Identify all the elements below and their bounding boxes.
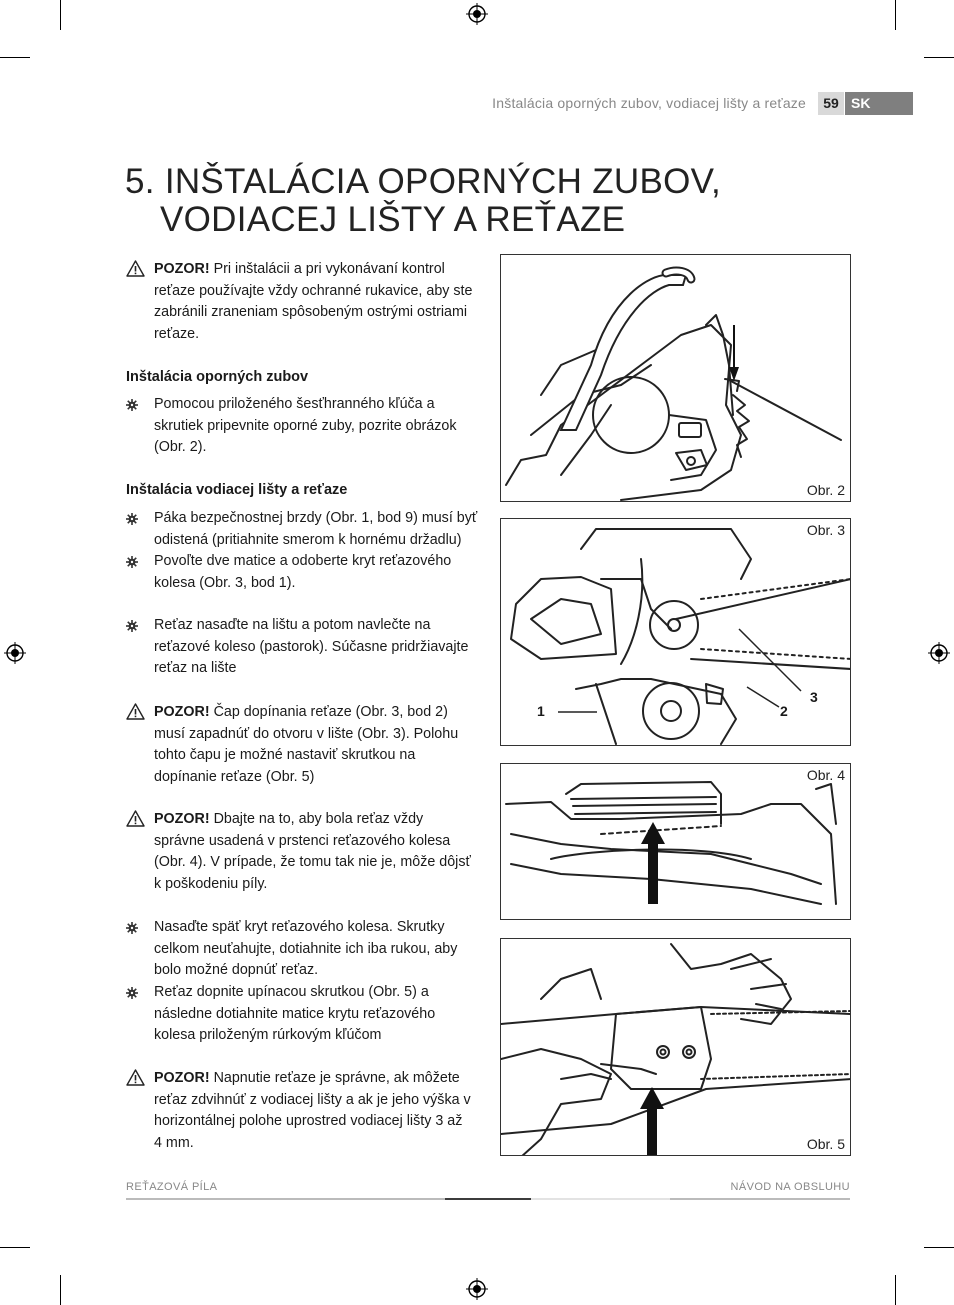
list-item: Nasaďte späť kryt reťazového kolesa. Skrutky celkom neuťahujte, dotiahnite ich iba rukou, aby bolo možné dopnúť reťaz. [154,919,458,978]
warning-paragraph [154,1068,474,1154]
warning-text: Napnutie reťaze je správne, ak môžete reťaz zdvihnúť z vodiacej lišty a ak je jeho výška v horizontálnej polohe uprostred vodiacej lišty 3 až 4 mm. [154,1070,471,1151]
footer-right: NÁVOD NA OBSLUHU [730,1181,850,1193]
crop-mark [895,0,896,30]
warning-paragraph [154,259,484,345]
saw-engine-illustration [501,255,851,502]
list-item: Reťaz dopnite upínacou skrutkou (Obr. 5) a následne dotiahnite matice krytu reťazového kolesa priloženým rúrkovým kľúčom [154,984,436,1043]
gear-bullet-icon [126,987,138,999]
section-heading: Inštalácia vodiacej lišty a reťaze [126,482,348,498]
warning-text: Čap dopínania reťaze (Obr. 3, bod 2) musí zapadnúť do otvoru v lište (Obr. 3). Polohu tohto čapu je možné nastaviť skrutkou na dopínanie reťaze (Obr. 5) [154,704,459,785]
crop-mark [60,0,61,30]
crop-mark [924,57,954,58]
warning-label: POZOR! [154,261,210,277]
figure-caption: Obr. 4 [806,767,845,783]
callout-2: 2 [780,703,788,719]
list-item: Páka bezpečnostnej brzdy (Obr. 1, bod 9) musí byť odistená (pritiahnite smerom k hornému držadlu) [154,510,478,548]
warning-paragraph [154,809,474,895]
crop-mark [0,1247,30,1248]
title-line-1: 5. INŠTALÁCIA OPORNÝCH ZUBOV, [125,162,722,201]
warning-triangle-icon [126,810,145,827]
callout-1: 1 [537,703,545,719]
crop-mark [60,1275,61,1305]
footer-rule [126,1198,445,1200]
figure-caption: Obr. 3 [806,522,845,538]
gear-bullet-icon [126,399,138,411]
warning-label: POZOR! [154,811,210,827]
figure-caption: Obr. 2 [806,482,845,498]
registration-mark-icon [4,642,26,664]
sprocket-ring-illustration [501,764,851,920]
registration-mark-icon [928,642,950,664]
warning-triangle-icon [126,260,145,277]
section-heading: Inštalácia oporných zubov [126,369,309,385]
gear-bullet-icon [126,620,138,632]
footer-left: REŤAZOVÁ PÍLA [126,1181,218,1193]
registration-mark-icon [466,3,488,25]
figure-4 [500,763,851,920]
footer-rule [445,1198,531,1200]
list-item: Povoľte dve matice a odoberte kryt reťazového kolesa (Obr. 3, bod 1). [154,553,452,591]
page-number: 59 [818,92,844,115]
list-item: Pomocou priloženého šesťhranného kľúča a skrutiek pripevnite oporné zuby, pozrite obrázok (Obr. 2). [154,396,457,455]
figure-5 [500,938,851,1156]
list-item: Reťaz nasaďte na lištu a potom navlečte na reťazové koleso (pastorok). Súčasne pridržiavajte reťaz na lište [154,617,469,676]
title-line-2: VODIACEJ LIŠTY A REŤAZE [160,200,626,239]
warning-text: Dbajte na to, aby bola reťaz vždy správne usadená v prstenci reťazového kolesa (Obr. 4). V prípade, že tomu tak nie je, môže dôjsť k poškodeniu píly. [154,811,471,892]
saw-bar-chain-illustration [501,519,851,746]
crop-mark [0,57,30,58]
language-tab: SK [845,92,913,115]
registration-mark-icon [466,1278,488,1300]
gear-bullet-icon [126,513,138,525]
gear-bullet-icon [126,556,138,568]
footer-rule [531,1198,670,1200]
figure-3 [500,518,851,746]
chain-tension-illustration [501,939,851,1156]
warning-triangle-icon [126,1069,145,1086]
warning-paragraph [154,702,474,788]
figure-caption: Obr. 5 [806,1136,845,1152]
crop-mark [924,1247,954,1248]
warning-triangle-icon [126,703,145,720]
callout-3: 3 [810,689,818,705]
page-title [125,163,721,239]
warning-label: POZOR! [154,704,210,720]
warning-text: Pri inštalácii a pri vykonávaní kontrol reťaze používajte vždy ochranné rukavice, aby ste zabránili zraneniam spôsobeným ostrými ostriami reťaze. [154,261,473,342]
gear-bullet-icon [126,922,138,934]
warning-label: POZOR! [154,1070,210,1086]
running-header: Inštalácia oporných zubov, vodiacej lišty a reťaze [492,95,806,111]
footer-rule [670,1198,850,1200]
figure-2 [500,254,851,502]
crop-mark [895,1275,896,1305]
